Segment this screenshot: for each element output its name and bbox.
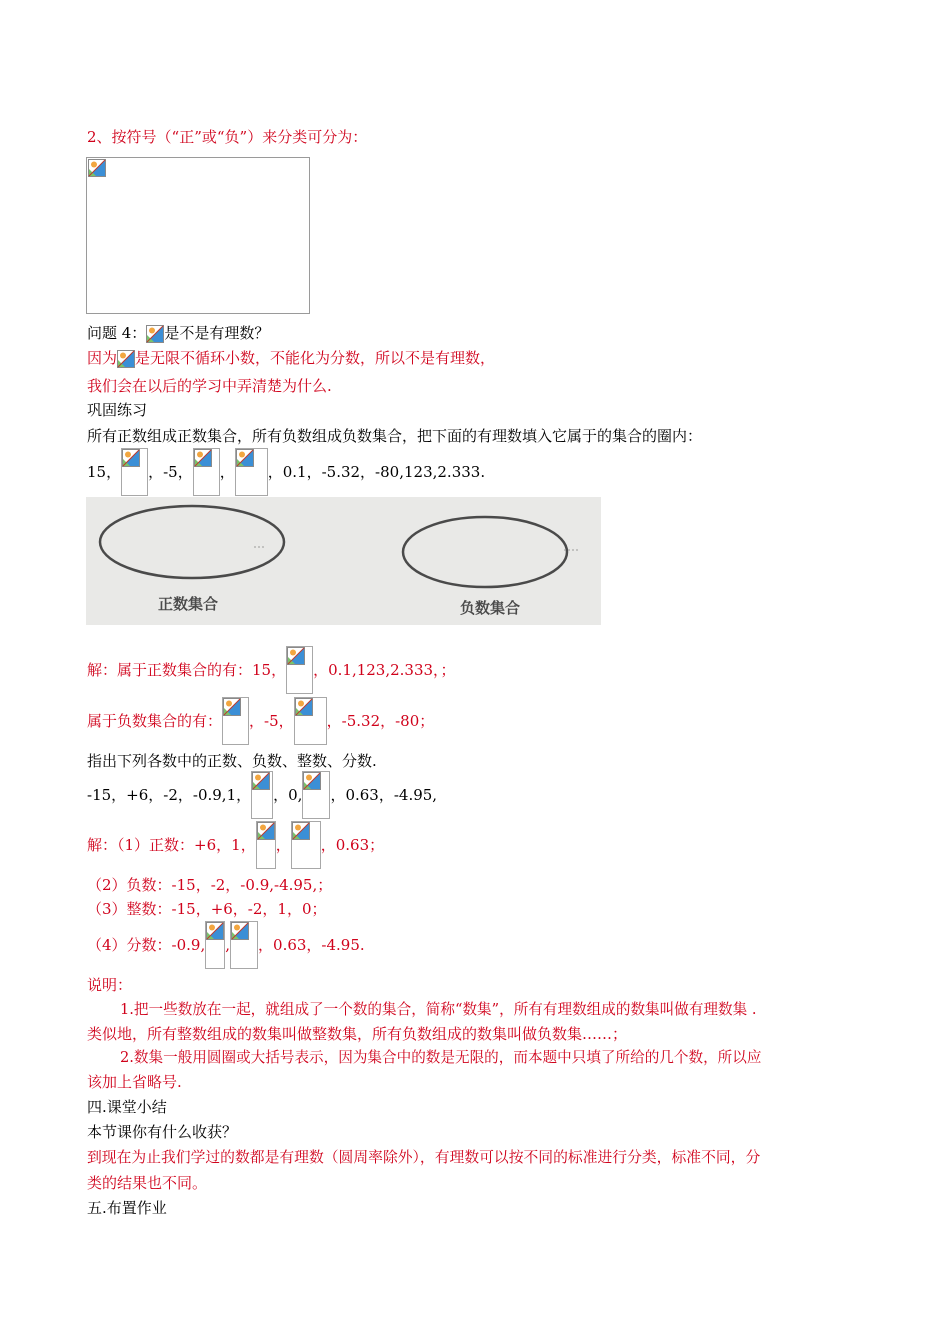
positive-set-label: 正数集合	[158, 595, 219, 613]
fraction-image	[193, 448, 220, 496]
ex2-sol4-c: ，0.63，-4.95.	[258, 936, 365, 954]
broken-image-icon	[303, 772, 321, 790]
practice-numbers-d: ，0.1，-5.32，-80,123,2.333.	[267, 463, 486, 481]
fraction-image	[205, 921, 225, 969]
broken-image-icon	[287, 647, 305, 665]
practice-numbers-b: ，-5，	[148, 463, 193, 481]
note-2-line-1: 2.数集一般用圆圈或大括号表示，因为集合中的数是无限的，而本题中只填了所给的几个数，所以应	[120, 1049, 762, 1066]
classification-image-frame	[86, 157, 310, 314]
exercise-2-numbers	[87, 771, 437, 819]
fraction-image	[235, 448, 268, 496]
exercise-2-solution-4	[87, 921, 365, 969]
fraction-image	[230, 921, 258, 969]
broken-image-icon	[252, 772, 270, 790]
broken-image-icon	[122, 449, 140, 467]
section-4-heading: 四.课堂小结	[87, 1098, 167, 1116]
broken-image-icon	[292, 822, 310, 840]
ex2-sol1-a: 解：（1）正数：+6，1，	[87, 836, 256, 854]
practice-title: 巩固练习	[87, 401, 148, 419]
fraction-image	[302, 771, 330, 819]
negative-set-circle	[403, 517, 567, 587]
fraction-image	[256, 821, 276, 869]
broken-image-icon	[206, 922, 224, 940]
question-4-suffix: 是不是有理数？	[164, 324, 270, 342]
question-4-answer	[87, 348, 495, 368]
set-circles-figure	[86, 497, 601, 625]
practice-numbers-c: ，	[219, 463, 235, 481]
solution-positive-b: ，0.1,123,2.333，；	[313, 661, 456, 679]
fraction-image	[121, 448, 148, 496]
fraction-image	[294, 697, 327, 745]
broken-image-icon	[194, 449, 212, 467]
summary-answer-line-1: 到现在为止我们学过的数都是有理数（圆周率除外），有理数可以按不同的标准进行分类，标准不同，分	[87, 1149, 761, 1166]
ex2-numbers-b: ，0,	[273, 786, 303, 804]
broken-image-icon	[88, 159, 106, 177]
broken-image-icon	[236, 449, 254, 467]
q4-answer-prefix: 因为	[87, 349, 118, 367]
question-4	[87, 323, 269, 343]
solution-negative-a: 属于负数集合的有：	[87, 712, 223, 730]
solution-negative-c: ，-5.32，-80；	[326, 712, 435, 730]
section-5-heading: 五.布置作业	[87, 1199, 167, 1217]
fraction-image	[222, 697, 249, 745]
solution-negative-b: ，-5，	[249, 712, 294, 730]
exercise-2-solution-2: （2）负数：-15，-2，-0.9,-4.95,；	[87, 876, 333, 894]
note-title: 说明：	[87, 976, 133, 994]
ex2-numbers-a: -15，+6，-2，-0.9,1，	[87, 786, 252, 804]
exercise-2-solution-3: （3）整数：-15，+6，-2，1，0；	[87, 900, 327, 918]
summary-answer-line-2: 类的结果也不同。	[87, 1174, 208, 1192]
ex2-sol1-b: ，	[275, 836, 291, 854]
broken-image-icon	[257, 822, 275, 840]
solution-positive-a: 解：属于正数集合的有：15，	[87, 661, 287, 679]
note-1-line-1: 1.把一些数放在一起，就组成了一个数的集合，简称“数集”，所有有理数组成的数集叫做有理数集 .	[120, 1001, 757, 1018]
practice-numbers-a: 15，	[87, 463, 122, 481]
negative-set-label: 负数集合	[460, 599, 521, 617]
summary-question: 本节课你有什么收获？	[87, 1123, 238, 1141]
fraction-image	[286, 646, 313, 694]
note-2-line-2: 该加上省略号.	[87, 1073, 182, 1091]
ex2-sol4-a: （4）分数：-0.9,	[87, 936, 206, 954]
practice-numbers	[87, 448, 485, 496]
exercise-2-solution-1	[87, 821, 384, 869]
practice-instruction: 所有正数组成正数集合，所有负数组成负数集合，把下面的有理数填入它属于的集合的圈内：	[87, 427, 703, 445]
broken-image-icon	[146, 325, 164, 343]
note-1-line-2: 类似地，所有整数组成的数集叫做整数集，所有负数组成的数集叫做负数集……；	[87, 1025, 628, 1043]
ex2-sol1-c: ，0.63；	[320, 836, 385, 854]
broken-image-icon	[117, 350, 135, 368]
solution-positive	[87, 646, 456, 694]
fraction-image	[251, 771, 273, 819]
exercise-2-instruction: 指出下列各数中的正数、负数、整数、分数.	[87, 752, 377, 770]
broken-image-icon	[295, 698, 313, 716]
q4-answer-suffix: 是无限不循环小数，不能化为分数，所以不是有理数，	[135, 349, 496, 367]
positive-set-circle	[100, 506, 284, 578]
broken-image-icon	[231, 922, 249, 940]
broken-image-icon	[223, 698, 241, 716]
solution-negative	[87, 697, 434, 745]
ex2-numbers-c: ，0.63，-4.95,	[330, 786, 438, 804]
ex2-sol4-b: ,	[225, 936, 231, 954]
question-4-prefix: 问题 4：	[87, 324, 147, 342]
heading-sign-classification: 2、按符号（“正”或“负”）来分类可分为：	[87, 128, 368, 146]
q4-answer-line2: 我们会在以后的学习中弄清楚为什么.	[87, 377, 332, 395]
fraction-image	[291, 821, 321, 869]
